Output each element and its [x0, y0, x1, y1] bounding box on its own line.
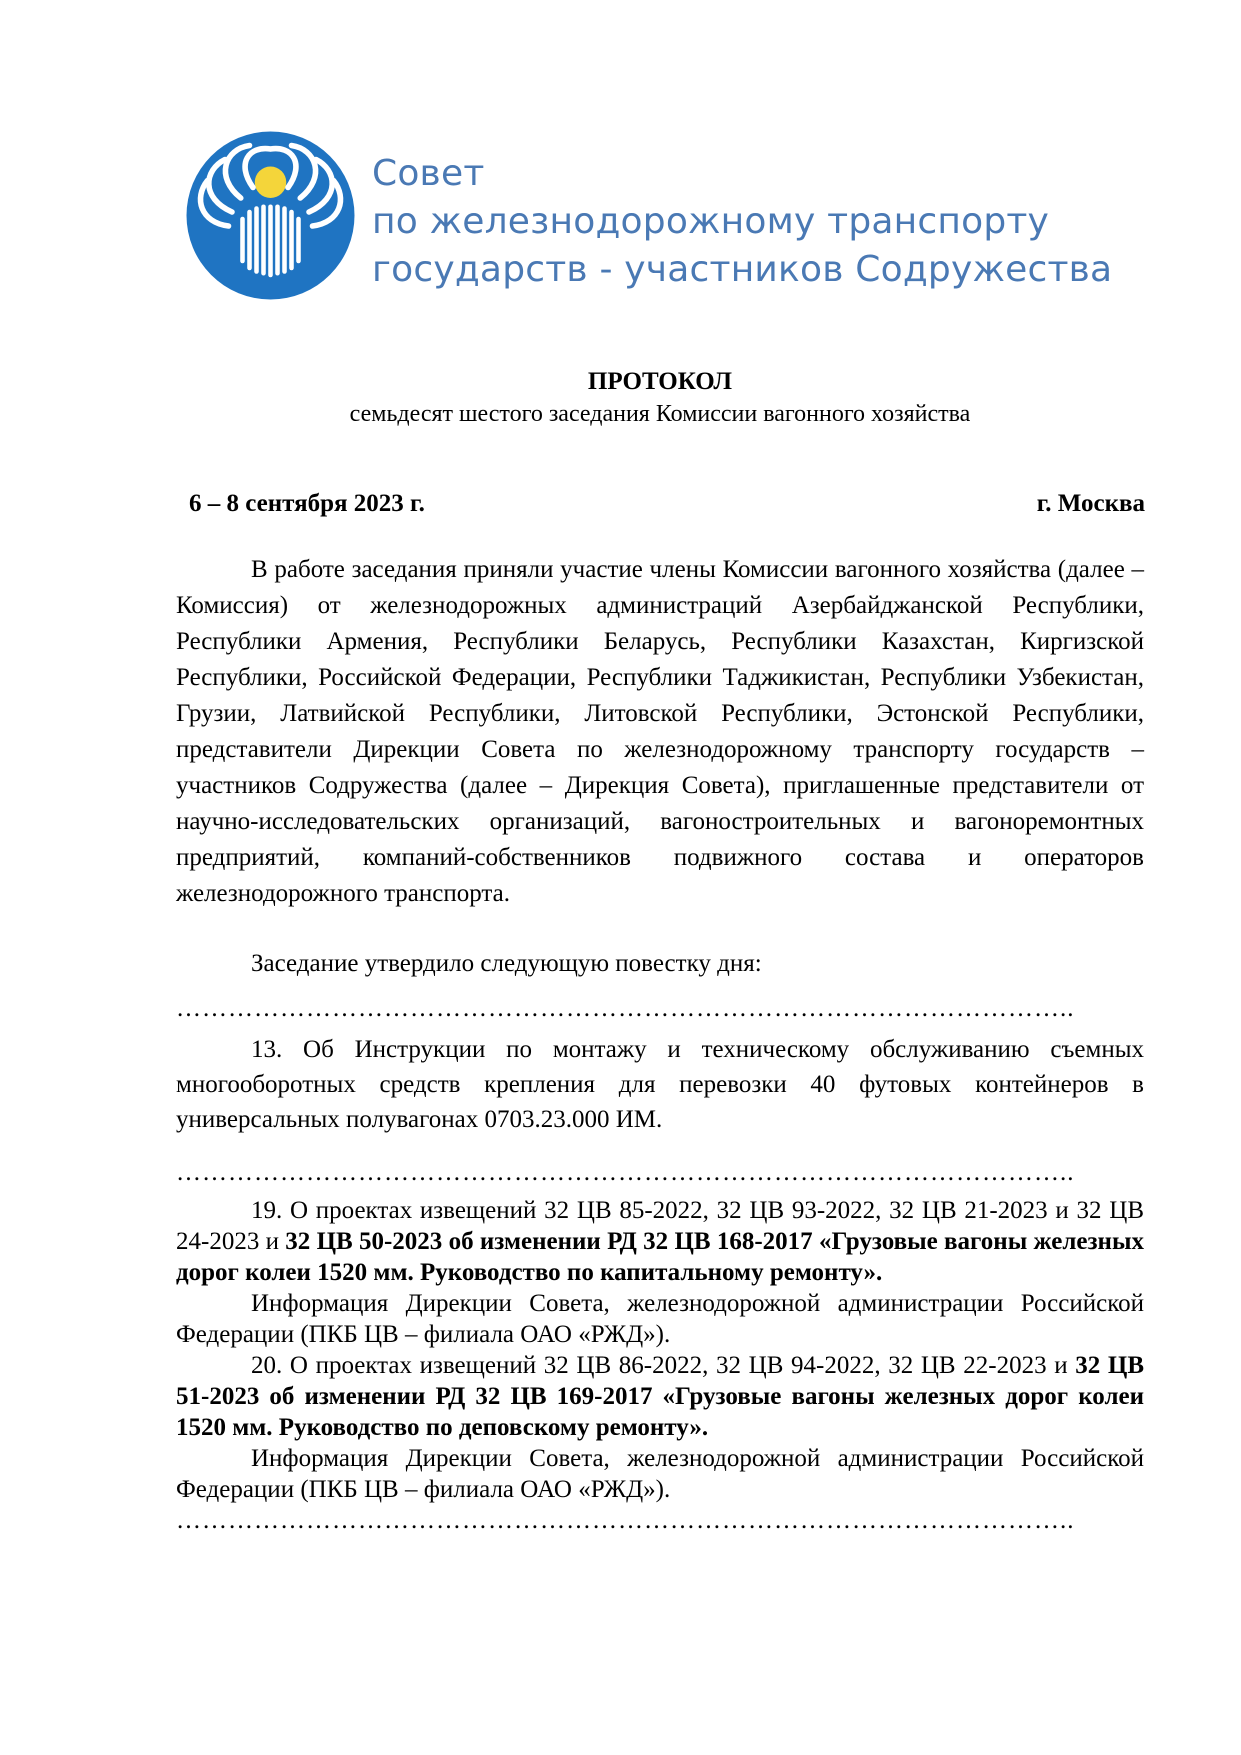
org-name-line-2: по железнодорожному транспорту	[372, 201, 1050, 242]
agenda-item-13: 13. Об Инструкции по монтажу и техническому обслуживанию съемных многооборотных средств крепления для перевозки 40 футовых контейнеров в универсальных полувагонах 0703.23.000 ИМ.	[176, 1036, 1144, 1133]
org-name-line-1: Совет	[372, 153, 485, 194]
agenda-item-20	[176, 1350, 1144, 1443]
agenda-item-20-info: Информация Дирекции Совета, железнодорожной администрации Российской Федерации (ПКБ ЦВ – филиала ОАО «РЖД»).	[176, 1445, 1144, 1503]
ellipsis-separator: …………………………………………………………………………………………..	[176, 995, 1075, 1022]
document-subtitle: семьдесят шестого заседания Комиссии вагонного хозяйства	[349, 401, 971, 427]
intro-paragraph: В работе заседания приняли участие члены Комиссии вагонного хозяйства (далее – Комиссия) от железнодорожных администраций Азербайджанской Республики, Республики Армения, Республики Беларусь, Республики Казахстан, Киргизской Республики, Российской Федерации, Республики Таджикистан, Республики Узбекистан, Грузии, Латвийской Республики, Литовской Республики, Эстонской Республики, представители Дирекции Совета по железнодорожному транспорту государств – участников Содружества (далее – Дирекция Совета), приглашенные представители от научно-исследовательских организаций, вагоностроительных и вагоноремонтных предприятий, компаний-собственников подвижного состава и операторов железнодорожного транспорта.	[176, 556, 1144, 907]
agenda-item-20-bold: 32 ЦВ 51-2023 об изменении РД 32 ЦВ 169-2017 «Грузовые вагоны железных дорог колеи 1520 мм. Руководство по деповскому ремонту».	[176, 1352, 1144, 1441]
agenda-item-19	[176, 1195, 1144, 1288]
agenda-item-20-text: 20. О проектах извещений 32 ЦВ 86-2022, 32 ЦВ 94-2022, 32 ЦВ 22-2023 и	[251, 1352, 1076, 1379]
agenda-item-19-bold: 32 ЦВ 50-2023 об изменении РД 32 ЦВ 168-2017 «Грузовые вагоны железных дорог колеи 1520 мм. Руководство по капитальному ремонту».	[176, 1228, 1144, 1286]
agenda-intro: Заседание утвердило следующую повестку дня:	[251, 950, 762, 977]
org-name-line-3: государств - участников Содружества	[372, 249, 1113, 290]
meeting-place: г. Москва	[1036, 490, 1145, 517]
meeting-date: 6 – 8 сентября 2023 г.	[189, 490, 425, 517]
agenda-item-19-text: 19. О проектах извещений 32 ЦВ 85-2022, 32 ЦВ 93-2022, 32 ЦВ 21-2023 и 32 ЦВ 24-2023 и	[176, 1197, 1144, 1255]
document-title: ПРОТОКОЛ	[587, 368, 733, 395]
agenda-item-19-info: Информация Дирекции Совета, железнодорожной администрации Российской Федерации (ПКБ ЦВ – филиала ОАО «РЖД»).	[176, 1290, 1144, 1348]
org-name	[372, 150, 1112, 294]
ellipsis-separator: …………………………………………………………………………………………..	[176, 1507, 1075, 1534]
ellipsis-separator: …………………………………………………………………………………………..	[176, 1159, 1075, 1186]
agenda-items-19-20	[176, 1195, 1144, 1505]
cis-emblem-icon	[183, 128, 358, 303]
